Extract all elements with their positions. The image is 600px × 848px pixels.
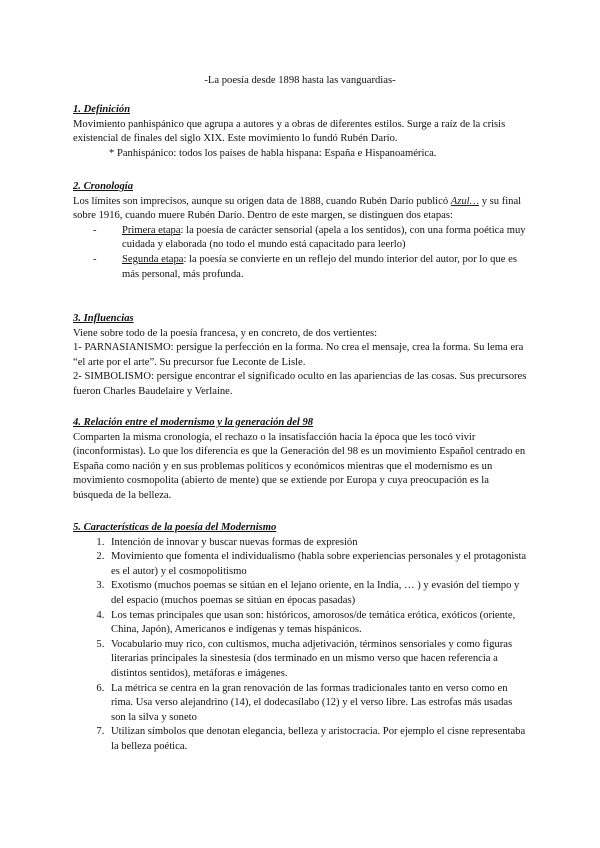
section-heading: 3. Influencias	[73, 313, 134, 324]
section-heading: 1. Definición	[73, 104, 131, 115]
section-caracteristicas	[73, 521, 528, 755]
section-definicion	[73, 103, 528, 161]
paragraph: Comparten la misma cronología, el rechazo o la insatisfacción hacia la época que les tocó vivir (inconformistas). Lo que los diferencia es que la Generación del 98 es un movimiento Español centrado en España como nación y en sus problemas políticos y económicos mientras que el modernismo es un movimiento cosmopolita (abierto de mente) que se extiende por Europa y cuya preocupación es la búsqueda de la belleza.	[73, 431, 526, 501]
section-heading: 4. Relación entre el modernismo y la generación del 98	[73, 417, 314, 428]
list-item: - Segunda etapa: la poesía se convierte en un reflejo del mundo interior del autor, por lo que es más personal, más profunda.	[108, 253, 528, 282]
section-relacion	[73, 416, 528, 504]
document-title: -La poesía desde 1898 hasta las vanguardias-	[204, 75, 396, 86]
list-item: 3. Exotismo (muchos poemas se sitúan en el lejano oriente, en la India, … ) y evasión del tiempo y del espacio (muchos poemas se sitúan en épocas pasadas)	[107, 579, 528, 608]
section-heading: 5. Características de la poesía del Modernismo	[73, 522, 277, 533]
list-item: 2. Movimiento que fomenta el individualismo (habla sobre experiencias personales y el protagonista es el autor) y el cosmopolitismo	[107, 550, 528, 579]
paragraph: 1- PARNASIANISMO: persigue la perfección en la forma. No crea el mensaje, crea la forma. Su lema era “el arte por el arte”. Su precursor fue Leconte de Lisle.	[73, 342, 524, 368]
section-influencias	[73, 312, 528, 400]
list-item: - Primera etapa: la poesía de carácter sensorial (apela a los sentidos), con una forma poética muy cuidada y elaborada (no todo el mundo está capacitado para leerlo)	[108, 224, 528, 253]
list-item: 4. Los temas principales que usan son: históricos, amorosos/de temática erótica, exóticos (oriente, China, Japón), Americanos e indígenas y temas hispánicos.	[107, 609, 528, 638]
list-item: 1. Intención de innovar y buscar nuevas formas de expresión	[107, 536, 528, 551]
stage-list	[73, 224, 528, 282]
paragraph: Los límites son imprecisos, aunque su origen data de 1888, cuando Rubén Darío publicó Azul… y su final sobre 1916, cuando muere Rubén Darío. Dentro de este margen, se distinguen dos etapas:	[73, 195, 522, 222]
footnote: * Panhispánico: todos los países de habla hispana: España e Hispanoamérica.	[109, 147, 437, 159]
list-item: 6. La métrica se centra en la gran renovación de las formas tradicionales tanto en verso como en rima. Usa verso alejandrino (14), el dodecasílabo (12) y el verso libre. Las estrofas más usadas son la silva y soneto	[107, 682, 528, 726]
paragraph: 2- SIMBOLISMO: persigue encontrar el significado oculto en las apariencias de las cosas. Sus precursores fueron Charles Baudelaire y Verlaine.	[73, 371, 527, 397]
paragraph: Movimiento panhispánico que agrupa a autores y a obras de diferentes estilos. Surge a raíz de la crisis existencial de finales del siglo XIX. Este movimiento lo fundó Rubén Darío.	[73, 118, 506, 145]
section-cronologia	[73, 180, 528, 282]
paragraph: Viene sobre todo de la poesía francesa, y en concreto, de dos vertientes:	[73, 327, 378, 339]
features-list	[73, 536, 528, 755]
book-title: Azul…	[450, 195, 480, 207]
list-item: 5. Vocabulario muy rico, con cultismos, mucha adjetivación, términos sensoriales y como figuras literarias principales la sinestesia (dos terminado en un mismo verso que hacen referencia a distintos sentidos), metáforas e imágenes.	[107, 638, 528, 682]
section-heading: 2. Cronología	[73, 181, 134, 192]
list-item: 7. Utilizan símbolos que denotan elegancia, belleza y aristocracia. Por ejemplo el cisne representaba la belleza poética.	[107, 725, 528, 754]
